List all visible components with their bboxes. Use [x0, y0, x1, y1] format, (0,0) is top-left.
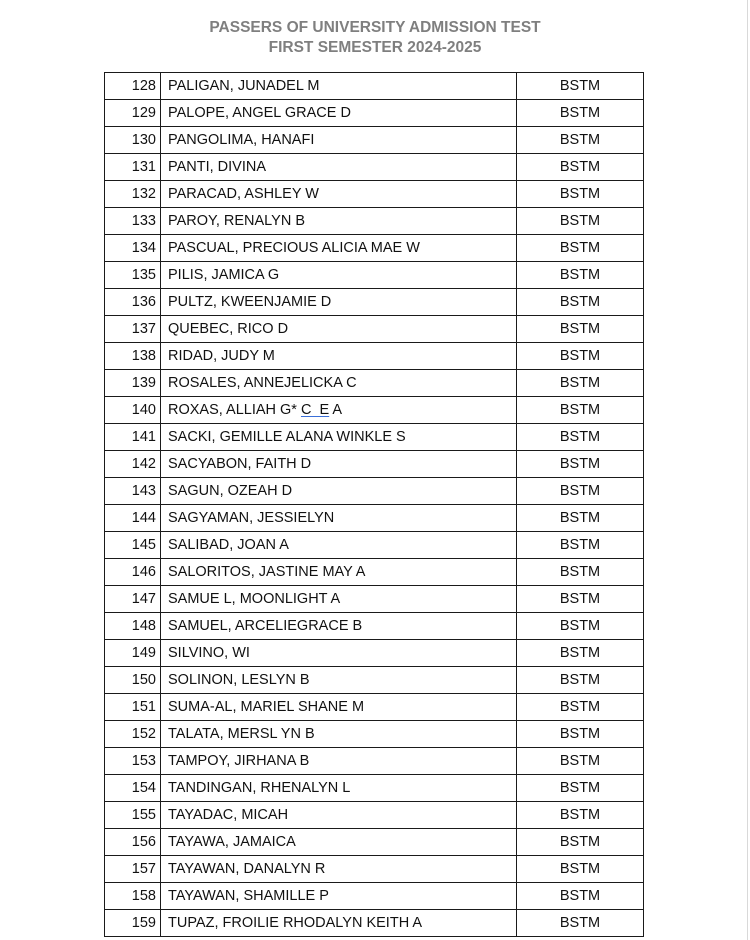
row-number: 140: [105, 397, 161, 424]
row-number: 149: [105, 640, 161, 667]
program-code: BSTM: [517, 289, 644, 316]
passer-name: TANDINGAN, RHENALYN L: [161, 775, 517, 802]
passer-name: PALOPE, ANGEL GRACE D: [161, 100, 517, 127]
table-row: [105, 883, 644, 910]
table-row: [105, 181, 644, 208]
passer-name: SAGUN, OZEAH D: [161, 478, 517, 505]
row-number: 147: [105, 586, 161, 613]
table-row: [105, 559, 644, 586]
passer-name-part: A: [329, 402, 343, 418]
document-heading: [0, 18, 750, 58]
table-row: [105, 640, 644, 667]
table-row: [105, 694, 644, 721]
row-number: 148: [105, 613, 161, 640]
row-number: 155: [105, 802, 161, 829]
program-code: BSTM: [517, 316, 644, 343]
table-row: [105, 262, 644, 289]
program-code: BSTM: [517, 559, 644, 586]
program-code: BSTM: [517, 829, 644, 856]
row-number: 130: [105, 127, 161, 154]
program-code: BSTM: [517, 127, 644, 154]
program-code: BSTM: [517, 73, 644, 100]
passer-name-part: ROXAS, ALLIAH G*: [168, 402, 301, 418]
row-number: 136: [105, 289, 161, 316]
passer-name: PANTI, DIVINA: [161, 154, 517, 181]
row-number: 151: [105, 694, 161, 721]
program-code: BSTM: [517, 370, 644, 397]
table-row: [105, 100, 644, 127]
row-number: 143: [105, 478, 161, 505]
program-code: BSTM: [517, 532, 644, 559]
row-number: 134: [105, 235, 161, 262]
table-row: [105, 73, 644, 100]
program-code: BSTM: [517, 208, 644, 235]
passer-name: PASCUAL, PRECIOUS ALICIA MAE W: [161, 235, 517, 262]
passer-name: PALIGAN, JUNADEL M: [161, 73, 517, 100]
table-row: [105, 370, 644, 397]
program-code: BSTM: [517, 910, 644, 937]
program-code: BSTM: [517, 613, 644, 640]
row-number: 157: [105, 856, 161, 883]
program-code: BSTM: [517, 883, 644, 910]
passer-name: SAMUEL, ARCELIEGRACE B: [161, 613, 517, 640]
passer-name: SALIBAD, JOAN A: [161, 532, 517, 559]
row-number: 128: [105, 73, 161, 100]
table-row: [105, 343, 644, 370]
passers-table: [104, 72, 644, 937]
heading-line-2: FIRST SEMESTER 2024-2025: [268, 39, 482, 56]
row-number: 158: [105, 883, 161, 910]
passers-table-body: [105, 73, 644, 937]
table-row: [105, 667, 644, 694]
row-number: 153: [105, 748, 161, 775]
program-code: BSTM: [517, 667, 644, 694]
program-code: BSTM: [517, 451, 644, 478]
program-code: BSTM: [517, 856, 644, 883]
table-row: [105, 829, 644, 856]
passer-name: TAYADAC, MICAH: [161, 802, 517, 829]
passer-name: SOLINON, LESLYN B: [161, 667, 517, 694]
row-number: 132: [105, 181, 161, 208]
passer-name: SACKI, GEMILLE ALANA WINKLE S: [161, 424, 517, 451]
row-number: 142: [105, 451, 161, 478]
program-code: BSTM: [517, 154, 644, 181]
program-code: BSTM: [517, 235, 644, 262]
row-number: 138: [105, 343, 161, 370]
program-code: BSTM: [517, 424, 644, 451]
program-code: BSTM: [517, 640, 644, 667]
table-row: [105, 154, 644, 181]
underlined-name-part: C E: [300, 402, 330, 418]
row-number: 145: [105, 532, 161, 559]
passer-name: ROSALES, ANNEJELICKA C: [161, 370, 517, 397]
passer-name: RIDAD, JUDY M: [161, 343, 517, 370]
passer-name: SALORITOS, JASTINE MAY A: [161, 559, 517, 586]
table-row: [105, 775, 644, 802]
passer-name: [161, 397, 517, 424]
passer-name: TALATA, MERSL YN B: [161, 721, 517, 748]
row-number: 131: [105, 154, 161, 181]
passer-name: SACYABON, FAITH D: [161, 451, 517, 478]
table-row: [105, 235, 644, 262]
row-number: 133: [105, 208, 161, 235]
row-number: 129: [105, 100, 161, 127]
passer-name: TAYAWA, JAMAICA: [161, 829, 517, 856]
row-number: 156: [105, 829, 161, 856]
passer-name: TUPAZ, FROILIE RHODALYN KEITH A: [161, 910, 517, 937]
table-row: [105, 721, 644, 748]
passer-name: PAROY, RENALYN B: [161, 208, 517, 235]
row-number: 135: [105, 262, 161, 289]
program-code: BSTM: [517, 181, 644, 208]
table-row: [105, 802, 644, 829]
program-code: BSTM: [517, 775, 644, 802]
table-row: [105, 397, 644, 424]
program-code: BSTM: [517, 343, 644, 370]
passer-name: SAMUE L, MOONLIGHT A: [161, 586, 517, 613]
program-code: BSTM: [517, 262, 644, 289]
program-code: BSTM: [517, 478, 644, 505]
table-row: [105, 208, 644, 235]
row-number: 144: [105, 505, 161, 532]
passer-name: TAYAWAN, SHAMILLE P: [161, 883, 517, 910]
table-row: [105, 586, 644, 613]
passer-name: QUEBEC, RICO D: [161, 316, 517, 343]
table-row: [105, 910, 644, 937]
passer-name: TAMPOY, JIRHANA B: [161, 748, 517, 775]
table-row: [105, 748, 644, 775]
program-code: BSTM: [517, 100, 644, 127]
table-row: [105, 613, 644, 640]
passer-name: PULTZ, KWEENJAMIE D: [161, 289, 517, 316]
heading-line-1: PASSERS OF UNIVERSITY ADMISSION TEST: [209, 19, 541, 36]
program-code: BSTM: [517, 505, 644, 532]
program-code: BSTM: [517, 802, 644, 829]
passer-name: SILVINO, WI: [161, 640, 517, 667]
passer-name: PILIS, JAMICA G: [161, 262, 517, 289]
row-number: 159: [105, 910, 161, 937]
row-number: 139: [105, 370, 161, 397]
table-row: [105, 856, 644, 883]
table-row: [105, 451, 644, 478]
program-code: BSTM: [517, 586, 644, 613]
row-number: 146: [105, 559, 161, 586]
row-number: 150: [105, 667, 161, 694]
passer-name: PANGOLIMA, HANAFI: [161, 127, 517, 154]
row-number: 154: [105, 775, 161, 802]
table-row: [105, 289, 644, 316]
row-number: 141: [105, 424, 161, 451]
table-row: [105, 478, 644, 505]
row-number: 137: [105, 316, 161, 343]
program-code: BSTM: [517, 748, 644, 775]
passer-name: PARACAD, ASHLEY W: [161, 181, 517, 208]
table-row: [105, 316, 644, 343]
passer-name: TAYAWAN, DANALYN R: [161, 856, 517, 883]
program-code: BSTM: [517, 721, 644, 748]
row-number: 152: [105, 721, 161, 748]
page-edge-divider: [747, 0, 748, 940]
table-row: [105, 424, 644, 451]
passer-name: SAGYAMAN, JESSIELYN: [161, 505, 517, 532]
program-code: BSTM: [517, 694, 644, 721]
table-row: [105, 505, 644, 532]
program-code: BSTM: [517, 397, 644, 424]
table-row: [105, 532, 644, 559]
passer-name: SUMA-AL, MARIEL SHANE M: [161, 694, 517, 721]
table-row: [105, 127, 644, 154]
